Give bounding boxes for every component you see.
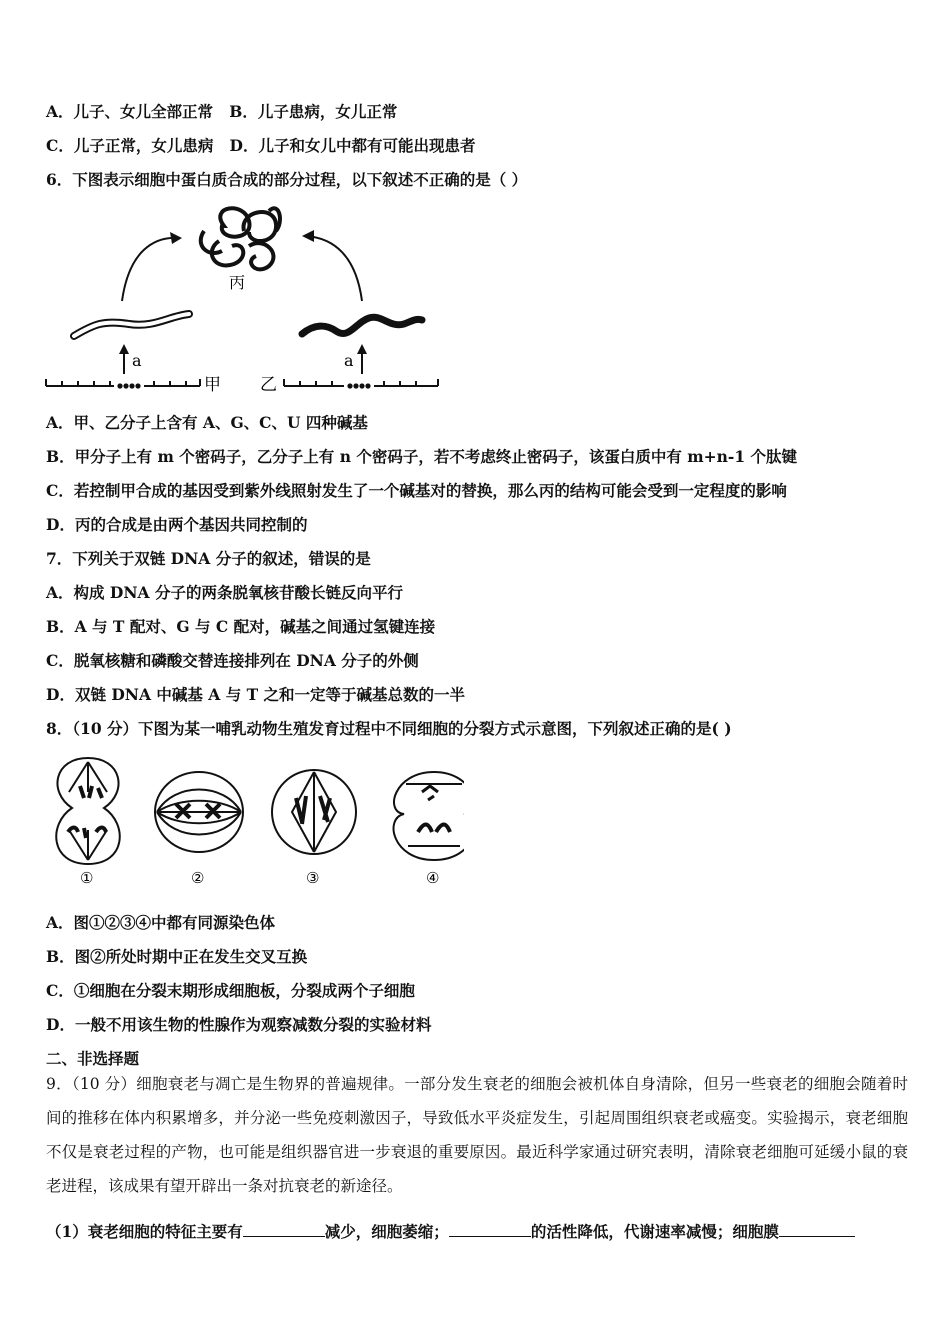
q9-paragraph: 9．（10 分）细胞衰老与凋亡是生物界的普遍规律。一部分发生衰老的细胞会被机体自身清除，但另一些衰老的细胞会随着时间的推移在体内积累增多，并分泌一些免疫刺激因子，导致低水平炎症发生，引起周围组织衰老或癌变。实验揭示，衰老细胞不仅是衰老过程的产物，也可能是组织器官进一步衰退的重要原因。最近科学家通过研究表明，清除衰老细胞可延缓小鼠的衰老进程，该成果有望开辟出一条对抗衰老的新途径。: [46, 1075, 908, 1195]
right-peptide-chain: [302, 317, 422, 334]
q8-option-c: C．①细胞在分裂末期形成细胞板，分裂成两个子细胞: [46, 981, 415, 1000]
q8-stem: 8．（10 分）下图为某一哺乳动物生殖发育过程中不同细胞的分裂方式示意图，下列叙述正确的是( ): [46, 719, 732, 738]
q5-option-a: A．儿子、女儿全部正常 B．儿子患病，女儿正常: [46, 102, 398, 121]
q6-option-a: A．甲、乙分子上含有 A、G、C、U 四种碱基: [46, 413, 368, 432]
section-title: 二、非选择题: [46, 1049, 140, 1068]
q7-option-b: B．A 与 T 配对、G 与 C 配对，碱基之间通过氢键连接: [46, 617, 436, 636]
cell-3: [272, 770, 356, 854]
q8-option-a: A．图①②③④中都有同源染色体: [46, 913, 276, 932]
protein-tangle: [201, 208, 280, 269]
q6-option-d: D．丙的合成是由两个基因共同控制的: [46, 515, 308, 534]
q9-sub1: （1）衰老细胞的特征主要有 减少，细胞萎缩； 的活性降低，代谢速率减慢；细胞膜: [46, 1220, 855, 1242]
cell-2: [155, 772, 243, 852]
q6-option-b: B．甲分子上有 m 个密码子，乙分子上有 n 个密码子，若不考虑终止密码子，该蛋白质中有 m+n-1 个肽键: [46, 447, 798, 466]
label-yi: 乙: [260, 375, 277, 395]
blank-1[interactable]: [243, 1220, 325, 1237]
cell-1: [56, 758, 119, 864]
q5-option-d: D．儿子和女儿中都有可能出现患者: [229, 136, 476, 155]
q6-option-c: C．若控制甲合成的基因受到紫外线照射发生了一个碱基对的替换，那么丙的结构可能会受到一定程度的影响: [46, 481, 787, 500]
left-curved-arrow: [122, 238, 179, 301]
q7-option-a: A．构成 DNA 分子的两条脱氧核苷酸长链反向平行: [46, 583, 403, 602]
label-4: ④: [426, 869, 440, 887]
right-curved-arrow: [306, 236, 362, 301]
q6-figure: [44, 196, 444, 396]
label-1: ①: [80, 869, 94, 887]
q7-stem: 7．下列关于双链 DNA 分子的叙述，错误的是: [46, 549, 371, 568]
q8-figure: [44, 752, 464, 892]
q6-stem: 6．下图表示细胞中蛋白质合成的部分过程，以下叙述不正确的是（ ）: [46, 170, 528, 189]
label-a-right: a: [344, 351, 354, 370]
left-arrowhead-icon: [170, 232, 182, 244]
q7-option-d: D．双链 DNA 中碱基 A 与 T 之和一定等于碱基总数的一半: [46, 685, 466, 704]
label-bing: 丙: [229, 273, 246, 292]
label-jia: 甲: [204, 375, 221, 395]
q7-option-c: C．脱氧核糖和磷酸交替连接排列在 DNA 分子的外侧: [46, 651, 419, 670]
q8-option-d: D．一般不用该生物的性腺作为观察减数分裂的实验材料: [46, 1015, 432, 1034]
blank-3[interactable]: [779, 1220, 855, 1237]
q8-option-b: B．图②所处时期中正在发生交叉互换: [46, 947, 308, 966]
blank-2[interactable]: [449, 1220, 531, 1237]
mrna-yi: [284, 379, 438, 388]
right-arrowhead-icon: [302, 230, 314, 242]
q5-option-b: B．儿子患病，女儿正常: [229, 102, 398, 121]
label-a-left: a: [132, 351, 142, 370]
cell-4: [394, 772, 464, 860]
q5-option-c: C．儿子正常，女儿患病 D．儿子和女儿中都有可能出现患者: [46, 136, 476, 155]
label-3: ③: [306, 869, 320, 887]
label-2: ②: [191, 869, 205, 887]
mrna-jia: [46, 379, 200, 388]
